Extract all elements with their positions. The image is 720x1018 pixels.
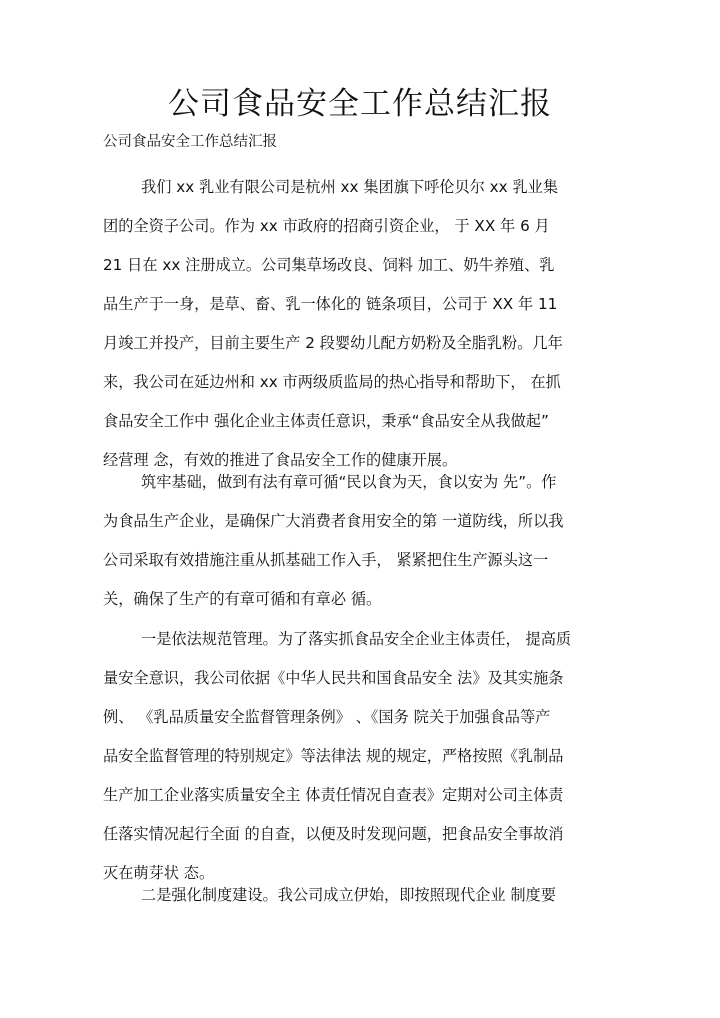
paragraph-system-building: [103, 876, 618, 915]
paragraph-line: 生产加工企业落实质量安全主 体责任情况自查表》定期对公司主体责: [103, 786, 564, 804]
paragraph-line: 食品安全工作中 强化企业主体责任意识，秉承“食品安全从我做起”: [103, 412, 549, 430]
paragraph-foundation: [103, 463, 618, 619]
paragraph-legal-management: [103, 620, 618, 893]
paragraph-line: 品安全监督管理的特别规定》等法律法 规的规定，严格按照《乳制品: [103, 747, 564, 765]
paragraph-line: 经营理 念，有效的推进了食品安全工作的健康开展。: [103, 451, 458, 469]
paragraph-line: 21 日在 xx 注册成立。公司集草场改良、饲料 加工、奶牛养殖、乳: [103, 256, 555, 274]
paragraph-line: 一是依法规范管理。为了落实抓食品安全企业主体责任， 提高质: [141, 630, 572, 648]
paragraph-line: 月竣工并投产，目前主要生产 2 段婴幼儿配方奶粉及全脂乳粉。几年: [103, 334, 563, 352]
paragraph-line: 例、 《乳品质量安全监督管理条例》 、《国务 院关于加强食品等产: [103, 708, 551, 726]
paragraph-line: 公司采取有效措施注重从抓基础工作入手， 紧紧把住生产源头这一: [103, 551, 549, 569]
paragraph-line: 关，确保了生产的有章可循和有章必 循。: [103, 590, 382, 608]
paragraph-line: 灭在萌芽状 态。: [103, 864, 215, 882]
paragraph-line: 量安全意识，我公司依据《中华人民共和国食品安全 法》及其实施条: [103, 669, 564, 687]
paragraph-line: 为食品生产企业，是确保广大消费者食用安全的第 一道防线，所以我: [103, 512, 564, 530]
paragraph-line: 任落实情况起行全面 的自查，以便及时发现问题，把食品安全事故消: [103, 825, 564, 843]
paragraph-line: 来，我公司在延边州和 xx 市两级质监局的热心指导和帮助下， 在抓: [103, 373, 561, 391]
paragraph-company-intro: [103, 168, 618, 480]
paragraph-line: 我们 xx 乳业有限公司是杭州 xx 集团旗下呼伦贝尔 xx 乳业集: [141, 178, 559, 196]
paragraph-line: 二是强化制度建设。我公司成立伊始，即按照现代企业 制度要: [141, 886, 556, 904]
document-title: 公司食品安全工作总结汇报: [168, 86, 552, 122]
paragraph-line: 品生产于一身，是草、畜、乳一体化的 链条项目，公司于 XX 年 11: [103, 295, 558, 313]
document-subtitle: 公司食品安全工作总结汇报: [103, 134, 277, 150]
paragraph-line: 团的全资子公司。作为 xx 市政府的招商引资企业， 于 XX 年 6 月: [103, 217, 550, 235]
paragraph-line: 筑牢基础，做到有法有章可循“民以食为天，食以安为 先”。作: [141, 473, 557, 491]
